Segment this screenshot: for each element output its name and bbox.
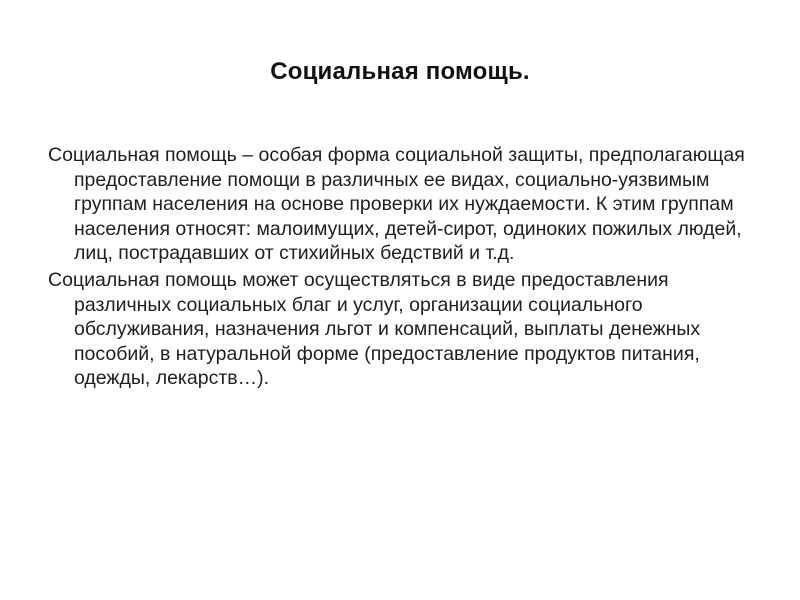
slide-title: Социальная помощь. [270, 58, 530, 85]
slide-body [48, 143, 768, 393]
paragraph-forms: Социальная помощь может осуществляться в виде предоставления различных социальных благ и услуг, организации социального обслуживания, назначения льгот и компенсаций, выплаты денежных пособий, в натуральной форме (предоставление продуктов питания, одежды, лекарств…). [48, 268, 701, 390]
paragraph-definition: Социальная помощь – особая форма социальной защиты, предполагающая предоставление помощи в различных ее видах, социально-уязвимым группам населения на основе проверки их нуждаемости. К этим группам населения относят: малоимущих, детей-сирот, одиноких пожилых людей, лиц, пострадавших от стихийных бедствий и т.д. [48, 144, 745, 265]
